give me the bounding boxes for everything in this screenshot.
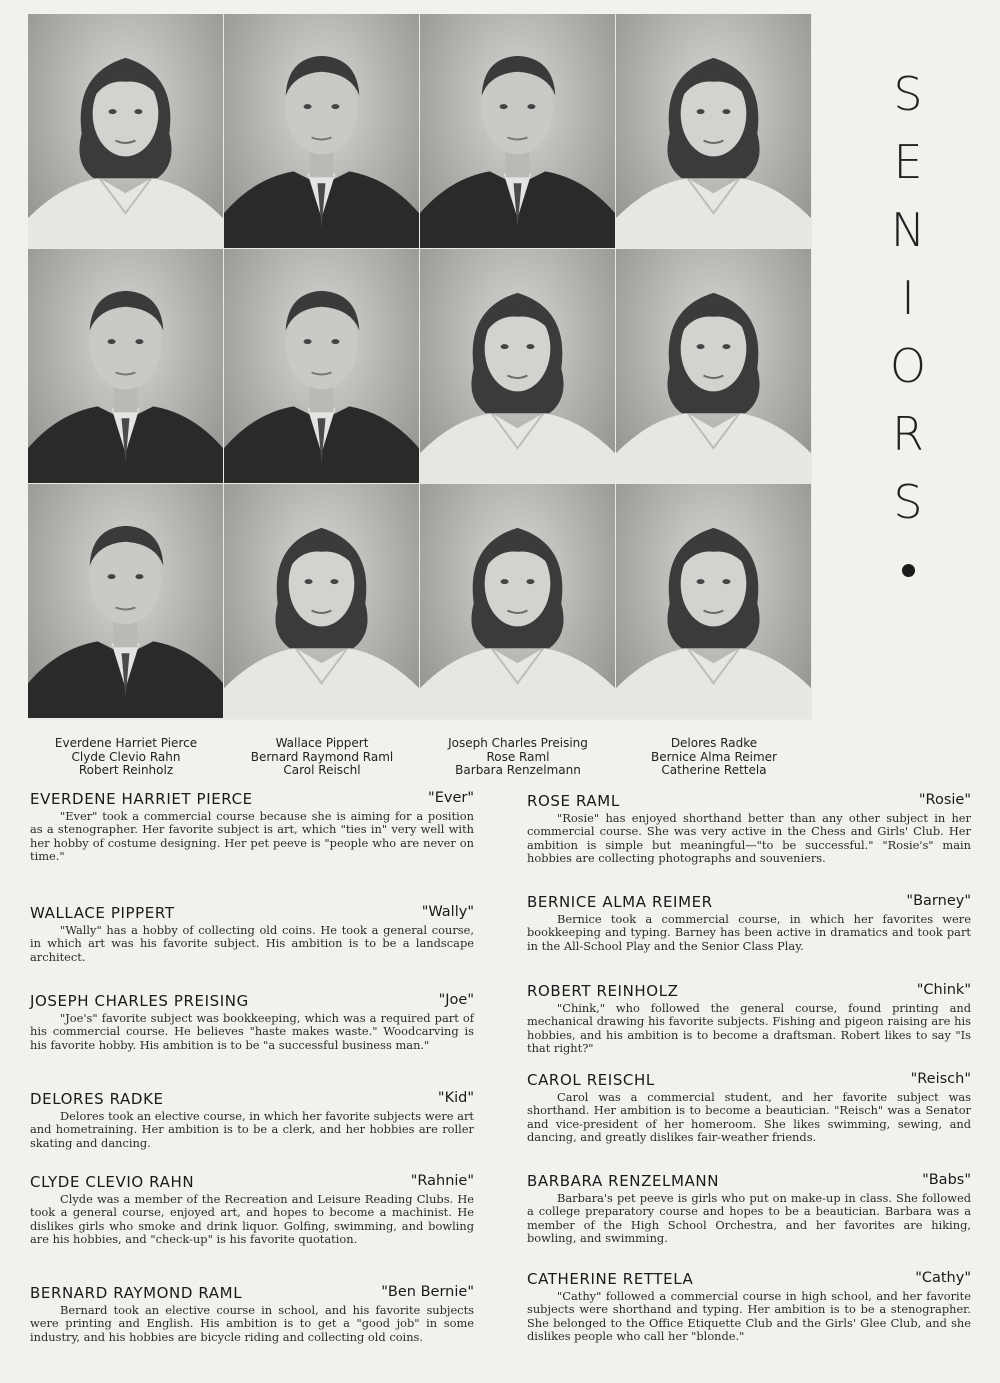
caption-name: Barbara Renzelmann	[455, 763, 581, 777]
bio-text: "Cathy" followed a commercial course in high school, and her favorite subjects were shorthand and typing. Her ambition is to be a stenographer. She belonged to the Office Etiquette Club and the Girls' Glee Club, and she dislikes people who call her "blonde."	[527, 1289, 971, 1344]
bio-text: Clyde was a member of the Recreation and Leisure Reading Clubs. He took a general course, enjoyed art, and hopes to become a machinist. He dislikes girls who smoke and drink liquor. Golfing, swimming, and bowling are his hobbies, and "check-up" is his favorite quotation.	[30, 1192, 474, 1247]
caption-column	[224, 737, 420, 778]
bio-nickname: "Babs"	[922, 1172, 971, 1188]
bio-nickname: "Barney"	[906, 893, 971, 909]
bio-text: Delores took an elective course, in which her favorite subjects were art and hometraining. Her ambition is to be a clerk, and her hobbies are roller skating and dancing.	[30, 1109, 474, 1150]
portrait-photo	[616, 14, 811, 248]
portrait-silhouette	[420, 484, 615, 718]
bio-nickname: "Wally"	[421, 904, 474, 920]
title-letter: O	[889, 339, 927, 393]
senior-bio	[527, 792, 971, 866]
title-letter: I	[901, 271, 915, 325]
senior-bio	[30, 790, 474, 864]
portrait-photo	[28, 249, 223, 483]
bio-text: Bernard took an elective course in school, and his favorite subjects were printing and English. His ambition is to get a "good job" in some industry, and his hobbies are bicycle riding and collecting old coins.	[30, 1303, 474, 1344]
caption-column	[420, 737, 616, 778]
bio-name: BERNICE ALMA REIMER	[527, 893, 713, 911]
section-title-seniors	[878, 60, 938, 577]
portrait-silhouette	[224, 14, 419, 248]
bio-nickname: "Joe"	[438, 992, 474, 1008]
portrait-silhouette	[420, 249, 615, 483]
portrait-silhouette	[224, 484, 419, 718]
senior-bio	[527, 1071, 971, 1145]
caption-name: Everdene Harriet Pierce	[54, 736, 198, 750]
portrait-silhouette	[28, 249, 223, 483]
senior-bio	[30, 904, 474, 964]
portrait-photo	[28, 14, 223, 248]
bio-nickname: "Rahnie"	[410, 1173, 474, 1189]
bio-text: Bernice took a commercial course, in which her favorites were bookkeeping and typing. Barney has been active in dramatics and took part in the All-School Play and the Senior Class Play.	[527, 912, 971, 953]
bio-nickname: "Reisch"	[910, 1071, 971, 1087]
bio-name: CATHERINE RETTELA	[527, 1270, 694, 1288]
portrait-photo	[616, 484, 811, 718]
caption-name: Bernard Raymond Raml	[250, 749, 394, 764]
bio-nickname: "Ever"	[428, 790, 474, 806]
portrait-silhouette	[616, 249, 811, 483]
bio-text: "Joe's" favorite subject was bookkeeping, which was a required part of his commercial course. He believes "haste makes waste." Woodcarving is his favorite hobby. His ambition is to be "a successful business man."	[30, 1011, 474, 1052]
bio-name: BARBARA RENZELMANN	[527, 1172, 720, 1190]
portrait-silhouette	[616, 14, 811, 248]
portrait-silhouette	[28, 484, 223, 718]
bio-name: WALLACE PIPPERT	[30, 904, 175, 922]
caption-name: Bernice Alma Reimer	[651, 749, 777, 764]
bio-text: "Wally" has a hobby of collecting old coins. He took a general course, in which art was his favorite subject. His ambition is to be a landscape architect.	[30, 923, 474, 964]
portrait-photo	[420, 484, 615, 718]
bio-text: Barbara's pet peeve is girls who put on make-up in class. She followed a college preparatory course and hopes to be a beautician. Barbara was a member of the High School Orchestra, and her favorites are hiking, bowling, and swimming.	[527, 1191, 971, 1246]
portrait-silhouette	[224, 249, 419, 483]
bio-name: BERNARD RAYMOND RAML	[30, 1284, 243, 1302]
bio-text: Carol was a commercial student, and her favorite subject was shorthand. Her ambition is to become a beautician. "Reisch" was a Senator and vice-president of her homeroom. She likes swimming, sewing, and dancing, and greatly dislikes fair-weather friends.	[527, 1090, 971, 1145]
bio-name: DELORES RADKE	[30, 1090, 164, 1108]
bio-text: "Chink," who followed the general course, found printing and mechanical drawing his favorite subjects. Fishing and pigeon raising are his hobbies, and his ambition is to become a draftsman. Robert likes to say "Is that right?"	[527, 1001, 971, 1056]
caption-column	[28, 737, 224, 778]
bio-name: EVERDENE HARRIET PIERCE	[30, 790, 253, 808]
caption-name: Delores Radke	[670, 736, 758, 750]
caption-name: Clyde Clevio Rahn	[71, 749, 181, 764]
portrait-photo	[420, 14, 615, 248]
senior-bio	[30, 1284, 474, 1344]
bio-name: JOSEPH CHARLES PREISING	[30, 992, 249, 1010]
senior-bio	[30, 1090, 474, 1150]
bio-nickname: "Ben Bernie"	[381, 1284, 474, 1300]
caption-column	[616, 737, 812, 778]
senior-bio	[527, 1172, 971, 1246]
caption-name: Wallace Pippert	[275, 736, 369, 750]
bio-name: ROSE RAML	[527, 792, 620, 810]
portrait-silhouette	[420, 14, 615, 248]
senior-bio	[30, 992, 474, 1052]
title-letter: E	[893, 135, 923, 189]
bio-name: CAROL REISCHL	[527, 1071, 655, 1089]
portrait-silhouette	[28, 14, 223, 248]
bullet-dot	[902, 564, 915, 577]
portrait-photo	[28, 484, 223, 718]
photo-captions	[28, 737, 812, 785]
caption-name: Rose Raml	[486, 749, 550, 764]
title-letter: S	[893, 67, 923, 121]
portrait-photo	[224, 484, 419, 718]
bio-name: CLYDE CLEVIO RAHN	[30, 1173, 195, 1191]
bio-nickname: "Kid"	[437, 1090, 474, 1106]
portrait-photo	[224, 14, 419, 248]
bio-nickname: "Cathy"	[915, 1270, 971, 1286]
bio-text: "Rosie" has enjoyed shorthand better than any other subject in her commercial course. She was very active in the Chess and Girls' Club. Her ambition is simple but meaningful—"to be successful." "Rosie's" main hobbies are collecting photographs and souveniers.	[527, 811, 971, 866]
portrait-photo	[224, 249, 419, 483]
senior-bio	[527, 1270, 971, 1344]
caption-name: Catherine Rettela	[661, 763, 767, 777]
caption-name: Robert Reinholz	[78, 763, 174, 777]
bio-name: ROBERT REINHOLZ	[527, 982, 679, 1000]
portrait-silhouette	[616, 484, 811, 718]
bio-text: "Ever" took a commercial course because she is aiming for a position as a stenographer. Her favorite subject is art, which "ties in" very well with her hobby of costume designing. Her pet peeve is "people who are never on time."	[30, 809, 474, 864]
title-letter: N	[890, 203, 926, 257]
senior-bio	[527, 893, 971, 953]
senior-bio	[30, 1173, 474, 1247]
title-letter: S	[893, 475, 923, 529]
portrait-grid	[28, 14, 812, 720]
caption-name: Carol Reischl	[283, 763, 361, 777]
senior-bio	[527, 982, 971, 1056]
bio-nickname: "Rosie"	[918, 792, 971, 808]
portrait-photo	[616, 249, 811, 483]
caption-name: Joseph Charles Preising	[448, 736, 588, 750]
title-letter: R	[892, 407, 924, 461]
portrait-photo	[420, 249, 615, 483]
bio-nickname: "Chink"	[916, 982, 971, 998]
